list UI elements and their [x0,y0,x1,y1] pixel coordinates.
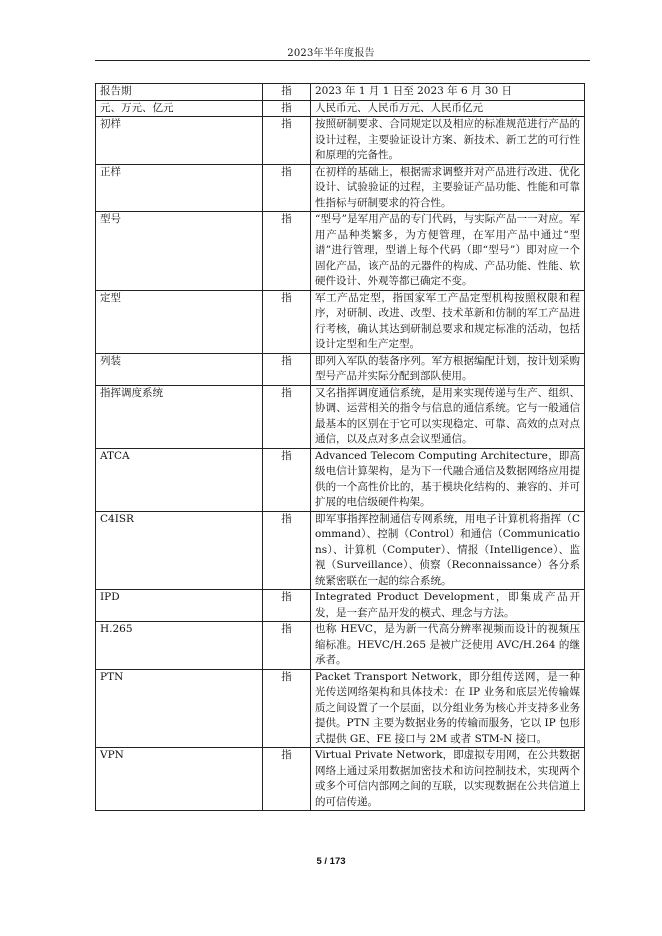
definition-cell: 即军事指挥控制通信专网系统，用电子计算机将指挥（Command）、控制（Control）和通信（Communications）、计算机（Computer）、情报（Intelligence）、监视（Surveillance）、侦察（Reconnaissance）各分系统紧密联在一起的综合系统。 [311,511,585,590]
page-header-title: 2023年半年度报告 [287,48,375,59]
term-cell: 元、万元、亿元 [96,100,263,117]
table-row [96,590,585,622]
term-cell: PTN [96,669,263,748]
table-row [96,622,585,670]
definition-cell: Packet Transport Network，即分组传送网，是一种光传送网络架构和具体技术：在 IP 业务和底层光传输媒质之间设置了一个层面，以分组业务为核心并支持多业务提供。PTN 主要为数据业务的传输而服务，它以 IP 包形式提供 GE、FE 接口与 2M 或者 STM-N 接口。 [311,669,585,748]
header-divider [95,60,590,61]
definition-cell: 军工产品定型，指国家军工产品定型机构按照权限和程序，对研制、改进、改型、技术革新和仿制的军工产品进行考核，确认其达到研制总要求和规定标准的活动，包括设计定型和生产定型。 [311,290,585,353]
term-cell: VPN [96,748,263,811]
indicator-cell: 指 [263,100,311,117]
indicator-cell: 指 [263,353,311,385]
term-cell: IPD [96,590,263,622]
table-row [96,448,585,511]
table-row [96,669,585,748]
glossary-table [95,83,585,811]
term-cell: 列装 [96,353,263,385]
indicator-cell: 指 [263,590,311,622]
definition-cell: Advanced Telecom Computing Architecture，即高级电信计算架构，是为下一代融合通信及数据网络应用提供的一个高性价比的，基于模块化结构的、兼容的、并可扩展的电信级硬件构架。 [311,448,585,511]
definition-cell: 即列入军队的装备序列。军方根据编配计划，按计划采购型号产品并实际分配到部队使用。 [311,353,585,385]
table-row [96,353,585,385]
table-row [96,748,585,811]
indicator-cell: 指 [263,748,311,811]
indicator-cell: 指 [263,511,311,590]
table-row [96,385,585,448]
definition-cell: 人民币元、人民币万元、人民币亿元 [311,100,585,117]
definition-cell: Integrated Product Development，即集成产品开发，是一套产品开发的模式、理念与方法。 [311,590,585,622]
term-cell: C4ISR [96,511,263,590]
indicator-cell: 指 [263,117,311,165]
definition-cell: 2023 年 1 月 1 日至 2023 年 6 月 30 日 [311,84,585,101]
term-cell: 定型 [96,290,263,353]
indicator-cell: 指 [263,448,311,511]
term-cell: 正样 [96,164,263,212]
table-row [96,84,585,101]
table-row [96,117,585,165]
definition-cell: Virtual Private Network，即虚拟专用网，在公共数据网络上通过采用数据加密技术和访问控制技术，实现两个或多个可信内部网之间的互联，以实现数据在公共信道上的可信传递。 [311,748,585,811]
indicator-cell: 指 [263,622,311,670]
term-cell: 初样 [96,117,263,165]
term-cell: 型号 [96,212,263,291]
indicator-cell: 指 [263,385,311,448]
indicator-cell: 指 [263,290,311,353]
table-row [96,212,585,291]
table-row [96,290,585,353]
definition-cell: 又名指挥调度通信系统，是用来实现传递与生产、组织、协调、运营相关的指令与信息的通信系统。它与一般通信最基本的区别在于它可以实现稳定、可靠、高效的点对点通信，以及点对多点会议型通信。 [311,385,585,448]
definition-cell: 也称 HEVC，是为新一代高分辨率视频而设计的视频压缩标准。HEVC/H.265 是被广泛使用 AVC/H.264 的继承者。 [311,622,585,670]
indicator-cell: 指 [263,164,311,212]
term-cell: 指挥调度系统 [96,385,263,448]
term-cell: H.265 [96,622,263,670]
definition-cell: 在初样的基础上，根据需求调整并对产品进行改进、优化设计、试验验证的过程，主要验证产品功能、性能和可靠性指标与研制要求的符合性。 [311,164,585,212]
term-cell: ATCA [96,448,263,511]
term-cell: 报告期 [96,84,263,101]
table-row [96,511,585,590]
indicator-cell: 指 [263,212,311,291]
page-number: 5 / 173 [316,856,346,867]
table-row [96,100,585,117]
definition-cell: 按照研制要求、合同规定以及相应的标准规范进行产品的设计过程，主要验证设计方案、新技术、新工艺的可行性和原理的完备性。 [311,117,585,165]
definition-cell: “型号”是军用产品的专门代码，与实际产品一一对应。军用产品种类繁多，为方便管理，在军用产品中通过“型谱”进行管理，型谱上每个代码（即“型号”）即对应一个固化产品，该产品的元器件的构成、产品功能、性能、软硬件设计、外观等都已确定不变。 [311,212,585,291]
indicator-cell: 指 [263,669,311,748]
table-row [96,164,585,212]
indicator-cell: 指 [263,84,311,101]
glossary-table-body [96,84,585,811]
